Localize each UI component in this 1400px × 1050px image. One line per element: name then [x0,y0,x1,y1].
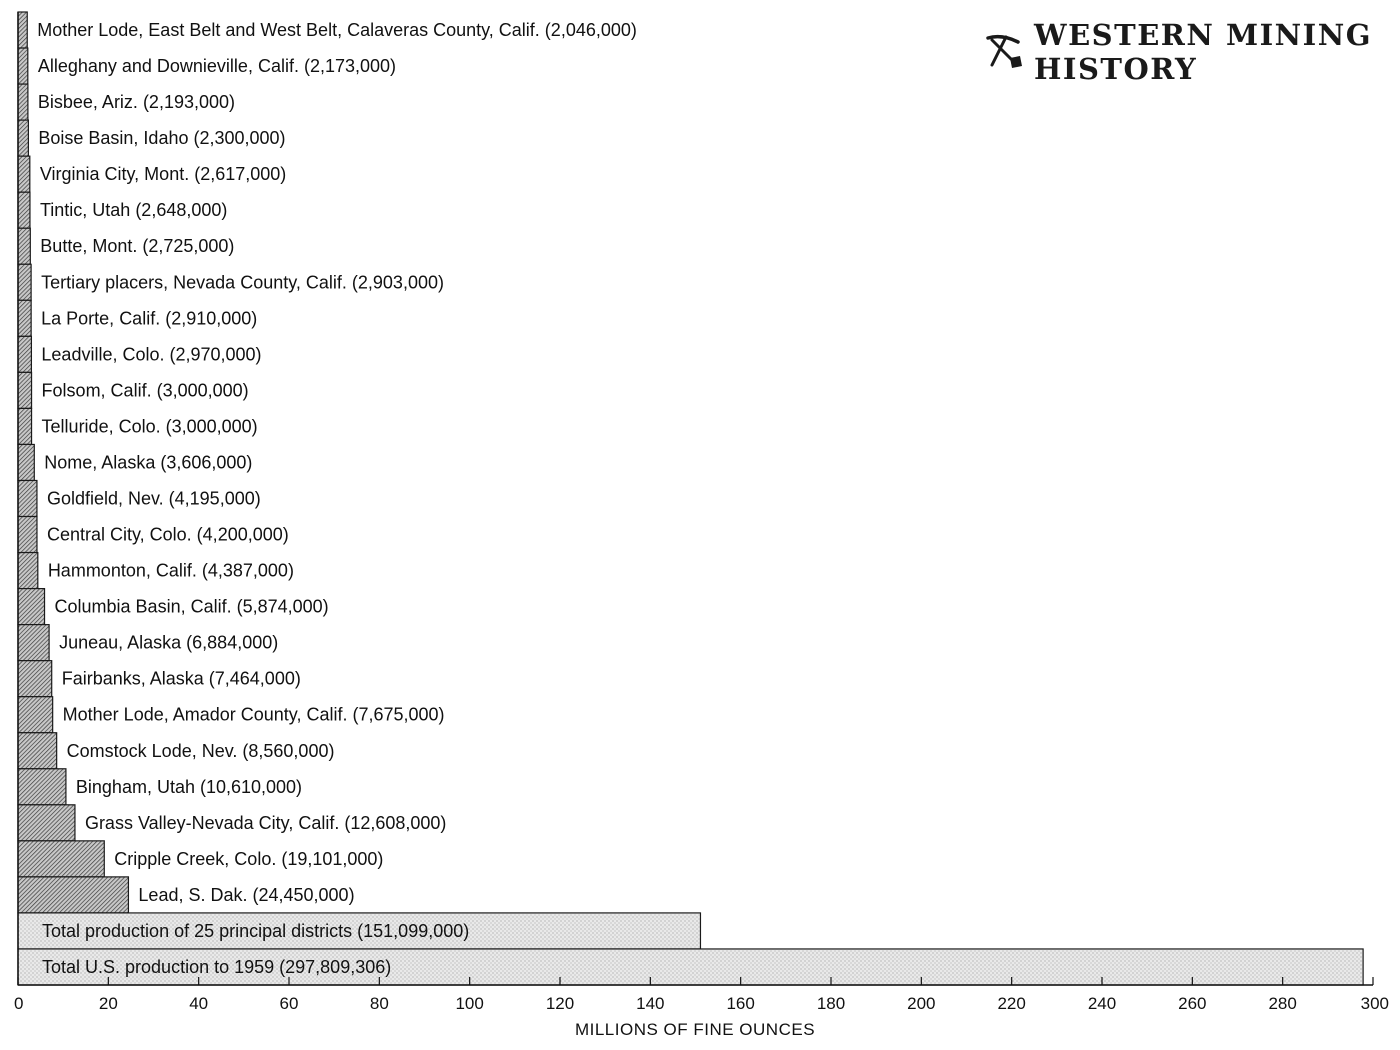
bar-6 [18,228,30,264]
bar-5 [18,192,30,228]
bar-label-26: Total U.S. production to 1959 (297,809,306) [42,956,392,977]
x-tick-label-0: 0 [14,994,24,1013]
x-tick-label-5: 100 [455,994,484,1013]
bar-label-8: La Porte, Calif. (2,910,000) [41,308,258,329]
bar-label-24: Lead, S. Dak. (24,450,000) [138,884,355,905]
bar-label-12: Nome, Alaska (3,606,000) [44,452,253,473]
pick-and-shovel-icon [984,32,1024,73]
logo-text: WESTERN MINING HISTORY [1034,18,1373,86]
x-tick-label-2: 40 [189,994,209,1013]
bar-21 [18,769,66,805]
bar-label-0: Mother Lode, East Belt and West Belt, Calaveras County, Calif. (2,046,000) [37,20,637,41]
bar-label-3: Boise Basin, Idaho (2,300,000) [38,128,286,149]
bar-label-13: Goldfield, Nev. (4,195,000) [46,488,261,509]
bar-label-25: Total production of 25 principal districts (151,099,000) [42,920,470,941]
bar-label-9: Leadville, Colo. (2,970,000) [41,344,262,365]
bar-3 [18,120,28,156]
bar-18 [18,661,52,697]
bar-1 [18,48,28,84]
x-tick-label-1: 20 [98,994,118,1013]
bar-label-16: Columbia Basin, Calif. (5,874,000) [54,596,329,617]
x-tick-label-13: 260 [1178,994,1207,1013]
bar-9 [18,336,31,372]
bar-19 [18,697,53,733]
bar-labels-layer [37,20,637,977]
bar-label-5: Tintic, Utah (2,648,000) [39,200,228,221]
bar-14 [18,517,37,553]
bar-label-18: Fairbanks, Alaska (7,464,000) [61,668,301,689]
bar-label-22: Grass Valley-Nevada City, Calif. (12,608,000) [84,812,447,833]
x-tick-label-3: 60 [279,994,299,1013]
bar-label-21: Bingham, Utah (10,610,000) [75,776,303,797]
bar-label-15: Hammonton, Calif. (4,387,000) [47,560,294,581]
bar-23 [18,841,104,877]
x-tick-label-12: 240 [1087,994,1117,1013]
x-tick-label-15: 300 [1360,994,1389,1013]
x-axis-title: MILLIONS OF FINE OUNCES [574,1020,816,1039]
bar-label-2: Bisbee, Ariz. (2,193,000) [37,92,236,113]
x-tick-label-8: 160 [726,994,755,1013]
bar-label-11: Telluride, Colo. (3,000,000) [41,416,258,437]
bar-label-14: Central City, Colo. (4,200,000) [46,524,289,545]
bar-label-1: Alleghany and Downieville, Calif. (2,173,000) [37,56,397,77]
x-tick-label-9: 180 [816,994,846,1013]
bar-15 [18,553,38,589]
bar-7 [18,264,31,300]
bar-10 [18,372,32,408]
bar-13 [18,480,37,516]
bar-22 [18,805,75,841]
bar-label-17: Juneau, Alaska (6,884,000) [59,632,279,653]
x-tick-label-10: 200 [907,994,936,1013]
site-logo [984,18,1400,86]
bar-label-10: Folsom, Calif. (3,000,000) [41,380,249,401]
bar-label-23: Cripple Creek, Colo. (19,101,000) [114,848,384,869]
x-tick-label-7: 140 [636,994,665,1013]
bar-17 [18,625,49,661]
bar-2 [18,84,28,120]
bar-16 [18,589,45,625]
bar-4 [18,156,30,192]
bar-11 [18,408,32,444]
bar-label-4: Virginia City, Mont. (2,617,000) [39,164,287,185]
bar-20 [18,733,57,769]
bar-label-6: Butte, Mont. (2,725,000) [40,236,235,257]
bar-24 [18,877,128,913]
x-tick-label-4: 80 [369,994,389,1013]
x-tick-label-14: 280 [1268,994,1297,1013]
x-tick-label-6: 120 [545,994,575,1013]
bar-0 [18,12,27,48]
bar-12 [18,444,34,480]
bar-label-7: Tertiary placers, Nevada County, Calif. (2,903,000) [41,272,444,293]
bar-label-20: Comstock Lode, Nev. (8,560,000) [66,740,335,761]
bar-label-19: Mother Lode, Amador County, Calif. (7,675,000) [62,704,445,725]
bar-8 [18,300,31,336]
x-tick-label-11: 220 [997,994,1026,1013]
